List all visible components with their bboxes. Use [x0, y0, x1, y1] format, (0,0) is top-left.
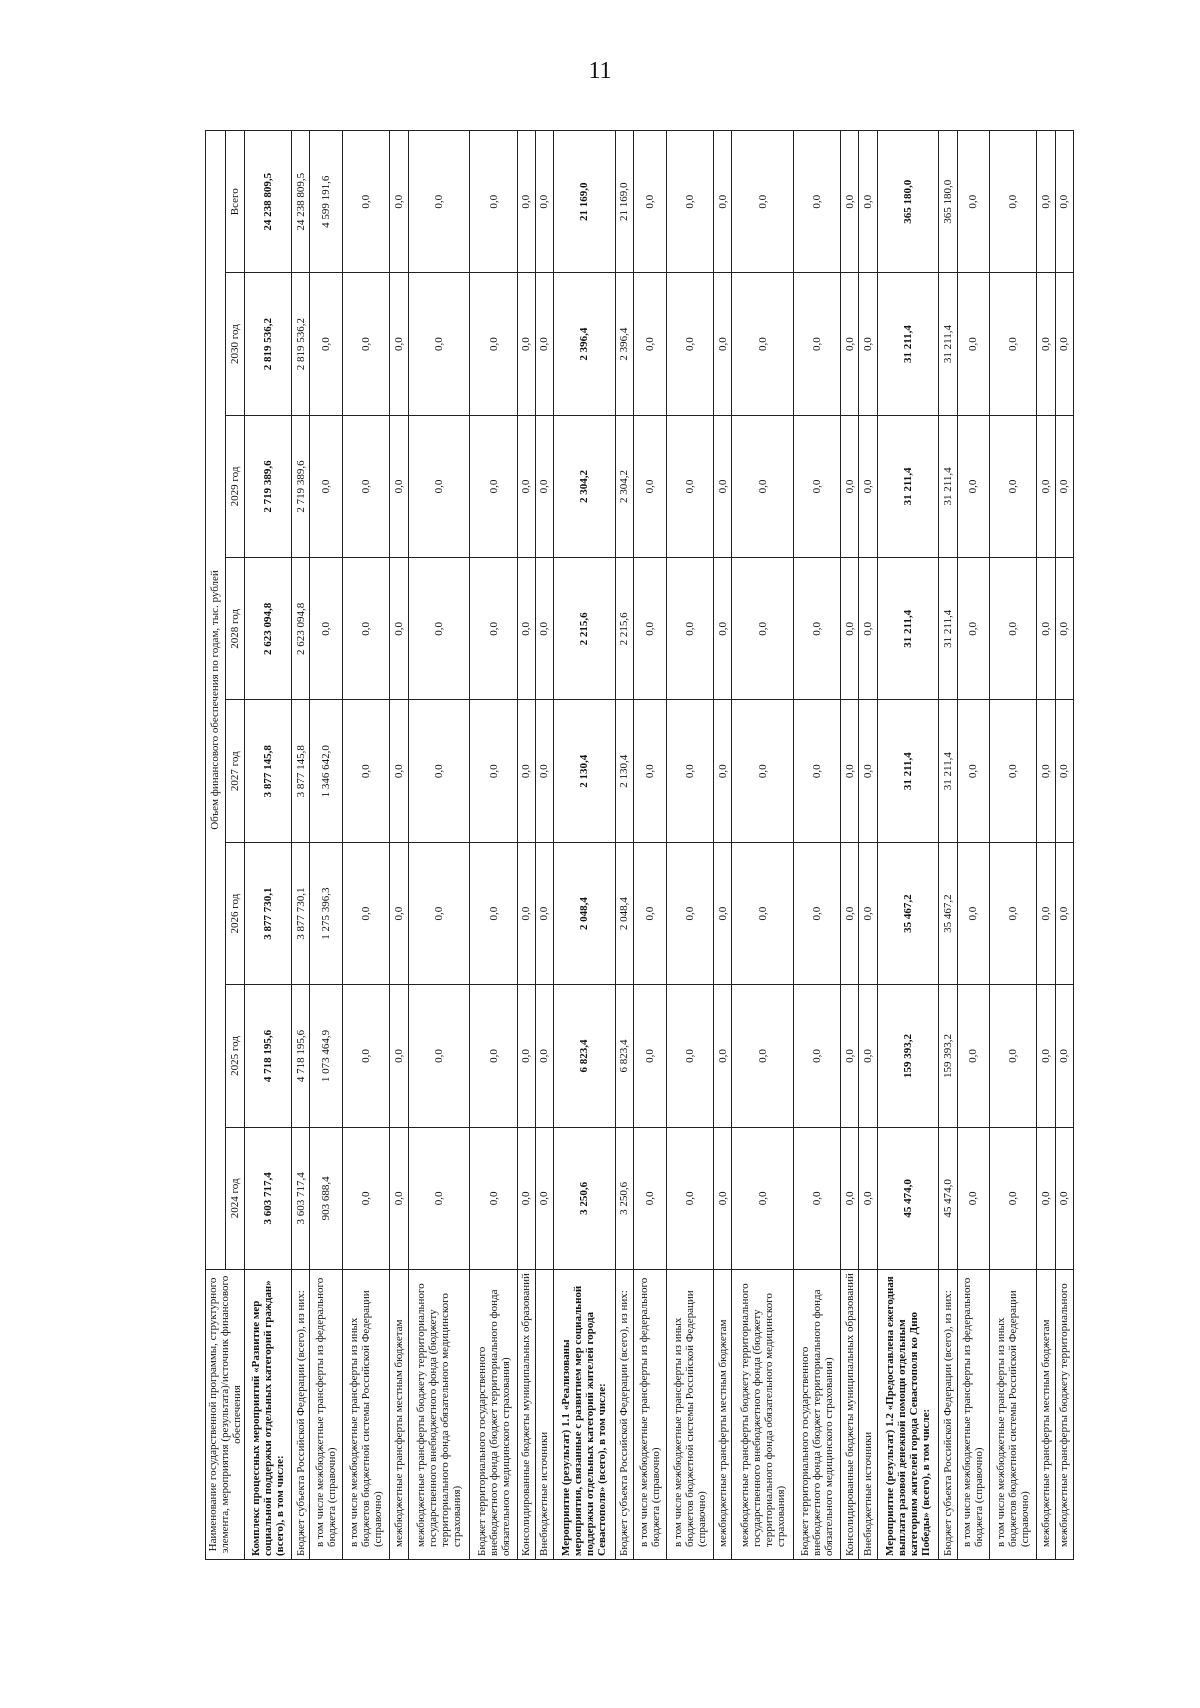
- row-label: межбюджетные трансферты местным бюджетам: [1037, 1270, 1055, 1560]
- value-cell: 0,0: [732, 558, 794, 700]
- value-cell: 0,0: [535, 415, 553, 557]
- name-column-header: Наименование государственной программы, структурного элемента, мероприятия (результата)/источник финансового обеспечения: [206, 1270, 245, 1560]
- table-body: [245, 131, 1074, 1560]
- value-cell: 0,0: [343, 842, 390, 984]
- value-cell: 903 688,4: [310, 1127, 343, 1269]
- year-column-header: 2024 год: [225, 1127, 245, 1269]
- value-cell: 2 396,4: [615, 273, 633, 415]
- value-cell: 0,0: [713, 558, 731, 700]
- value-cell: 0,0: [310, 415, 343, 557]
- value-cell: 0,0: [841, 131, 859, 273]
- value-cell: 0,0: [957, 273, 990, 415]
- row-label: Мероприятие (результат) 1.2 «Предоставлена ежегодная выплата разовой денежной помощи отдельным категориям жителей города Севастополя ко Дню Победы» (всего), в том числе:: [877, 1270, 939, 1560]
- year-column-header: 2029 год: [225, 415, 245, 557]
- table-row: [666, 131, 713, 1560]
- row-label: Внебюджетные источники: [859, 1270, 877, 1560]
- value-cell: 0,0: [841, 985, 859, 1127]
- table-row: [877, 131, 939, 1560]
- value-cell: 35 467,2: [877, 842, 939, 984]
- value-cell: 0,0: [517, 273, 535, 415]
- value-cell: 0,0: [343, 131, 390, 273]
- value-cell: 0,0: [841, 415, 859, 557]
- value-cell: 45 474,0: [877, 1127, 939, 1269]
- value-cell: 31 211,4: [877, 558, 939, 700]
- value-cell: 0,0: [713, 131, 731, 273]
- value-cell: 0,0: [535, 842, 553, 984]
- value-cell: 3 250,6: [554, 1127, 616, 1269]
- value-cell: 0,0: [390, 1127, 408, 1269]
- table-row: [310, 131, 343, 1560]
- row-label: Мероприятие (результат) 1.1 «Реализованы мероприятия, связанные с развитием мер социальной поддержки отдельных категорий жителей города Севастополя» (всего), в том числе:: [554, 1270, 616, 1560]
- header-row-top: [206, 131, 226, 1560]
- value-cell: 0,0: [390, 131, 408, 273]
- value-cell: 0,0: [990, 700, 1037, 842]
- value-cell: 0,0: [732, 1127, 794, 1269]
- value-cell: 0,0: [732, 842, 794, 984]
- value-cell: 0,0: [470, 273, 517, 415]
- value-cell: 0,0: [633, 700, 666, 842]
- value-cell: 365 180,0: [877, 131, 939, 273]
- value-cell: 2 130,4: [554, 700, 616, 842]
- row-label: в том числе межбюджетные трансферты из федерального бюджета (справочно): [957, 1270, 990, 1560]
- value-cell: 0,0: [470, 558, 517, 700]
- value-cell: 0,0: [666, 273, 713, 415]
- value-cell: 2 819 536,2: [245, 273, 292, 415]
- row-label: Бюджет субъекта Российской Федерации (всего), из них:: [292, 1270, 310, 1560]
- value-cell: 159 393,2: [939, 985, 957, 1127]
- value-cell: 0,0: [1055, 415, 1073, 557]
- value-cell: 2 304,2: [615, 415, 633, 557]
- value-cell: 0,0: [666, 131, 713, 273]
- value-cell: 0,0: [1037, 131, 1055, 273]
- value-cell: 0,0: [343, 273, 390, 415]
- value-cell: 0,0: [713, 842, 731, 984]
- value-cell: 0,0: [470, 415, 517, 557]
- value-cell: 2 719 389,6: [292, 415, 310, 557]
- value-cell: 0,0: [841, 842, 859, 984]
- value-cell: 365 180,0: [939, 131, 957, 273]
- value-cell: 0,0: [859, 700, 877, 842]
- value-cell: 0,0: [1055, 985, 1073, 1127]
- value-cell: 31 211,4: [939, 415, 957, 557]
- row-label: межбюджетные трансферты бюджету территориального государственного внебюджетного фонда (бюджету территориального фонда обязательного медицинского страхования): [732, 1270, 794, 1560]
- value-cell: 31 211,4: [939, 558, 957, 700]
- year-column-header: 2027 год: [225, 700, 245, 842]
- value-cell: 0,0: [408, 131, 470, 273]
- row-label: Бюджет субъекта Российской Федерации (всего), из них:: [939, 1270, 957, 1560]
- value-cell: 0,0: [666, 1127, 713, 1269]
- row-label: Комплекс процессных мероприятий «Развитие мер социальной поддержки отдельных категорий граждан» (всего), в том числе:: [245, 1270, 292, 1560]
- table-row: [390, 131, 408, 1560]
- value-cell: 0,0: [666, 558, 713, 700]
- financing-table: [205, 130, 1074, 1560]
- value-cell: 0,0: [957, 842, 990, 984]
- value-cell: 0,0: [793, 700, 840, 842]
- value-cell: 0,0: [343, 985, 390, 1127]
- value-cell: 4 718 195,6: [245, 985, 292, 1127]
- table-row: [713, 131, 731, 1560]
- value-cell: 0,0: [390, 415, 408, 557]
- value-cell: 24 238 809,5: [245, 131, 292, 273]
- value-cell: 0,0: [957, 1127, 990, 1269]
- value-cell: 0,0: [1037, 842, 1055, 984]
- value-cell: 0,0: [470, 700, 517, 842]
- value-cell: 0,0: [990, 842, 1037, 984]
- value-cell: 0,0: [713, 273, 731, 415]
- value-cell: 0,0: [957, 985, 990, 1127]
- value-cell: 0,0: [990, 273, 1037, 415]
- value-cell: 0,0: [859, 1127, 877, 1269]
- value-cell: 0,0: [1055, 273, 1073, 415]
- row-label: в том числе межбюджетные трансферты из иных бюджетов бюджетной системы Российской Федерации (справочно): [343, 1270, 390, 1560]
- value-cell: 0,0: [408, 1127, 470, 1269]
- value-cell: 0,0: [1055, 700, 1073, 842]
- value-cell: 0,0: [713, 415, 731, 557]
- value-cell: 31 211,4: [877, 415, 939, 557]
- value-cell: 0,0: [535, 558, 553, 700]
- table-row: [517, 131, 535, 1560]
- value-cell: 6 823,4: [615, 985, 633, 1127]
- table-row: [615, 131, 633, 1560]
- value-cell: 31 211,4: [939, 700, 957, 842]
- row-label: Внебюджетные источники: [535, 1270, 553, 1560]
- value-cell: 0,0: [793, 985, 840, 1127]
- value-cell: 0,0: [517, 415, 535, 557]
- value-cell: 0,0: [859, 415, 877, 557]
- value-cell: 0,0: [517, 558, 535, 700]
- value-cell: 24 238 809,5: [292, 131, 310, 273]
- value-cell: 0,0: [793, 558, 840, 700]
- table-row: [535, 131, 553, 1560]
- row-label: в том числе межбюджетные трансферты из иных бюджетов бюджетной системы Российской Федерации (справочно): [990, 1270, 1037, 1560]
- value-cell: 0,0: [990, 558, 1037, 700]
- row-label: Бюджет субъекта Российской Федерации (всего), из них:: [615, 1270, 633, 1560]
- table-row: [732, 131, 794, 1560]
- value-cell: 0,0: [343, 415, 390, 557]
- row-label: межбюджетные трансферты бюджету территориального: [1055, 1270, 1073, 1560]
- value-cell: 0,0: [713, 985, 731, 1127]
- value-cell: 0,0: [535, 273, 553, 415]
- value-cell: 0,0: [732, 415, 794, 557]
- row-label: Бюджет территориального государственного внебюджетного фонда (бюджет территориального фонда обязательного медицинского страхования): [793, 1270, 840, 1560]
- table-row: [957, 131, 990, 1560]
- value-cell: 0,0: [841, 1127, 859, 1269]
- value-cell: 0,0: [1037, 985, 1055, 1127]
- row-label: в том числе межбюджетные трансферты из федерального бюджета (справочно): [310, 1270, 343, 1560]
- value-cell: 0,0: [841, 558, 859, 700]
- value-cell: 0,0: [390, 558, 408, 700]
- value-cell: 2 819 536,2: [292, 273, 310, 415]
- year-column-header: 2026 год: [225, 842, 245, 984]
- value-cell: 0,0: [470, 985, 517, 1127]
- value-cell: 0,0: [732, 985, 794, 1127]
- value-cell: 0,0: [859, 558, 877, 700]
- table-row: [990, 131, 1037, 1560]
- table-row: [343, 131, 390, 1560]
- value-cell: 6 823,4: [554, 985, 616, 1127]
- value-cell: 0,0: [343, 700, 390, 842]
- value-cell: 0,0: [517, 985, 535, 1127]
- value-cell: 3 877 145,8: [292, 700, 310, 842]
- value-cell: 0,0: [1055, 131, 1073, 273]
- value-cell: 3 877 730,1: [245, 842, 292, 984]
- value-cell: 0,0: [859, 985, 877, 1127]
- value-cell: 0,0: [1055, 558, 1073, 700]
- value-cell: 0,0: [633, 1127, 666, 1269]
- value-cell: 0,0: [732, 700, 794, 842]
- value-cell: 0,0: [666, 415, 713, 557]
- table-row: [859, 131, 877, 1560]
- row-label: в том числе межбюджетные трансферты из федерального бюджета (справочно): [633, 1270, 666, 1560]
- value-cell: 2 048,4: [554, 842, 616, 984]
- value-cell: 0,0: [633, 842, 666, 984]
- value-cell: 0,0: [343, 1127, 390, 1269]
- value-cell: 0,0: [470, 131, 517, 273]
- row-label: межбюджетные трансферты местным бюджетам: [713, 1270, 731, 1560]
- value-cell: 2 215,6: [615, 558, 633, 700]
- value-cell: 1 073 464,9: [310, 985, 343, 1127]
- table-row: [633, 131, 666, 1560]
- value-cell: 31 211,4: [877, 273, 939, 415]
- row-label: в том числе межбюджетные трансферты из иных бюджетов бюджетной системы Российской Федерации (справочно): [666, 1270, 713, 1560]
- financing-group-header: Объем финансового обеспечения по годам, тыс. рублей: [206, 131, 226, 1270]
- value-cell: 0,0: [535, 1127, 553, 1269]
- value-cell: 0,0: [535, 985, 553, 1127]
- value-cell: 0,0: [793, 131, 840, 273]
- value-cell: 0,0: [1055, 1127, 1073, 1269]
- value-cell: 0,0: [713, 700, 731, 842]
- value-cell: 3 603 717,4: [245, 1127, 292, 1269]
- value-cell: 0,0: [535, 131, 553, 273]
- row-label: Бюджет территориального государственного внебюджетного фонда (бюджет территориального фонда обязательного медицинского страхования): [470, 1270, 517, 1560]
- value-cell: 0,0: [793, 1127, 840, 1269]
- table-row: [470, 131, 517, 1560]
- value-cell: 0,0: [408, 842, 470, 984]
- table-row: [292, 131, 310, 1560]
- value-cell: 3 603 717,4: [292, 1127, 310, 1269]
- value-cell: 0,0: [343, 558, 390, 700]
- value-cell: 0,0: [408, 273, 470, 415]
- value-cell: 0,0: [957, 415, 990, 557]
- value-cell: 0,0: [1055, 842, 1073, 984]
- value-cell: 0,0: [390, 273, 408, 415]
- value-cell: 0,0: [310, 273, 343, 415]
- value-cell: 0,0: [517, 700, 535, 842]
- table-row: [841, 131, 859, 1560]
- value-cell: 0,0: [310, 558, 343, 700]
- value-cell: 0,0: [957, 700, 990, 842]
- value-cell: 2 304,2: [554, 415, 616, 557]
- value-cell: 0,0: [633, 985, 666, 1127]
- value-cell: 4 718 195,6: [292, 985, 310, 1127]
- table-row: [939, 131, 957, 1560]
- table-row: [408, 131, 470, 1560]
- value-cell: 0,0: [666, 985, 713, 1127]
- row-label: межбюджетные трансферты местным бюджетам: [390, 1270, 408, 1560]
- value-cell: 0,0: [1037, 1127, 1055, 1269]
- value-cell: 0,0: [990, 415, 1037, 557]
- value-cell: 0,0: [517, 1127, 535, 1269]
- value-cell: 3 877 145,8: [245, 700, 292, 842]
- value-cell: 2 719 389,6: [245, 415, 292, 557]
- table-row: [245, 131, 292, 1560]
- value-cell: 0,0: [1037, 700, 1055, 842]
- value-cell: 0,0: [633, 558, 666, 700]
- value-cell: 4 599 191,6: [310, 131, 343, 273]
- value-cell: 0,0: [633, 273, 666, 415]
- year-column-header: 2025 год: [225, 985, 245, 1127]
- value-cell: 0,0: [713, 1127, 731, 1269]
- value-cell: 3 250,6: [615, 1127, 633, 1269]
- value-cell: 1 346 642,0: [310, 700, 343, 842]
- value-cell: 0,0: [793, 415, 840, 557]
- value-cell: 0,0: [666, 700, 713, 842]
- table-row: [1055, 131, 1073, 1560]
- value-cell: 0,0: [666, 842, 713, 984]
- value-cell: 45 474,0: [939, 1127, 957, 1269]
- rotated-table-container: [205, 130, 1071, 1560]
- value-cell: 0,0: [793, 842, 840, 984]
- value-cell: 2 130,4: [615, 700, 633, 842]
- value-cell: 0,0: [990, 131, 1037, 273]
- year-column-header: Всего: [225, 131, 245, 273]
- year-column-header: 2030 год: [225, 273, 245, 415]
- table-row: [554, 131, 616, 1560]
- value-cell: 2 048,4: [615, 842, 633, 984]
- value-cell: 0,0: [470, 1127, 517, 1269]
- value-cell: 0,0: [390, 700, 408, 842]
- value-cell: 0,0: [1037, 273, 1055, 415]
- value-cell: 0,0: [633, 131, 666, 273]
- value-cell: 0,0: [732, 273, 794, 415]
- value-cell: 0,0: [408, 415, 470, 557]
- value-cell: 0,0: [859, 842, 877, 984]
- value-cell: 0,0: [793, 273, 840, 415]
- value-cell: 159 393,2: [877, 985, 939, 1127]
- value-cell: 2 396,4: [554, 273, 616, 415]
- value-cell: 0,0: [990, 1127, 1037, 1269]
- value-cell: 0,0: [390, 985, 408, 1127]
- row-label: межбюджетные трансферты бюджету территориального государственного внебюджетного фонда (бюджету территориального фонда обязательного медицинского страхования): [408, 1270, 470, 1560]
- row-label: Консолидированные бюджеты муниципальных образований: [517, 1270, 535, 1560]
- value-cell: 0,0: [390, 842, 408, 984]
- table-row: [1037, 131, 1055, 1560]
- value-cell: 2 215,6: [554, 558, 616, 700]
- value-cell: 3 877 730,1: [292, 842, 310, 984]
- value-cell: 0,0: [470, 842, 517, 984]
- value-cell: 0,0: [841, 273, 859, 415]
- year-column-header: 2028 год: [225, 558, 245, 700]
- value-cell: 31 211,4: [877, 700, 939, 842]
- value-cell: 0,0: [408, 985, 470, 1127]
- value-cell: 31 211,4: [939, 273, 957, 415]
- value-cell: 0,0: [1037, 558, 1055, 700]
- value-cell: 0,0: [990, 985, 1037, 1127]
- value-cell: 1 275 396,3: [310, 842, 343, 984]
- value-cell: 0,0: [535, 700, 553, 842]
- page-number: 11: [588, 58, 612, 84]
- value-cell: 0,0: [408, 700, 470, 842]
- value-cell: 2 623 094,8: [292, 558, 310, 700]
- value-cell: 0,0: [859, 131, 877, 273]
- value-cell: 21 169,0: [554, 131, 616, 273]
- value-cell: 0,0: [408, 558, 470, 700]
- value-cell: 0,0: [517, 842, 535, 984]
- value-cell: 0,0: [517, 131, 535, 273]
- value-cell: 21 169,0: [615, 131, 633, 273]
- value-cell: 0,0: [957, 131, 990, 273]
- value-cell: 0,0: [859, 273, 877, 415]
- value-cell: 0,0: [1037, 415, 1055, 557]
- value-cell: 0,0: [957, 558, 990, 700]
- value-cell: 35 467,2: [939, 842, 957, 984]
- value-cell: 2 623 094,8: [245, 558, 292, 700]
- value-cell: 0,0: [633, 415, 666, 557]
- table-row: [793, 131, 840, 1560]
- value-cell: 0,0: [841, 700, 859, 842]
- value-cell: 0,0: [732, 131, 794, 273]
- row-label: Консолидированные бюджеты муниципальных образований: [841, 1270, 859, 1560]
